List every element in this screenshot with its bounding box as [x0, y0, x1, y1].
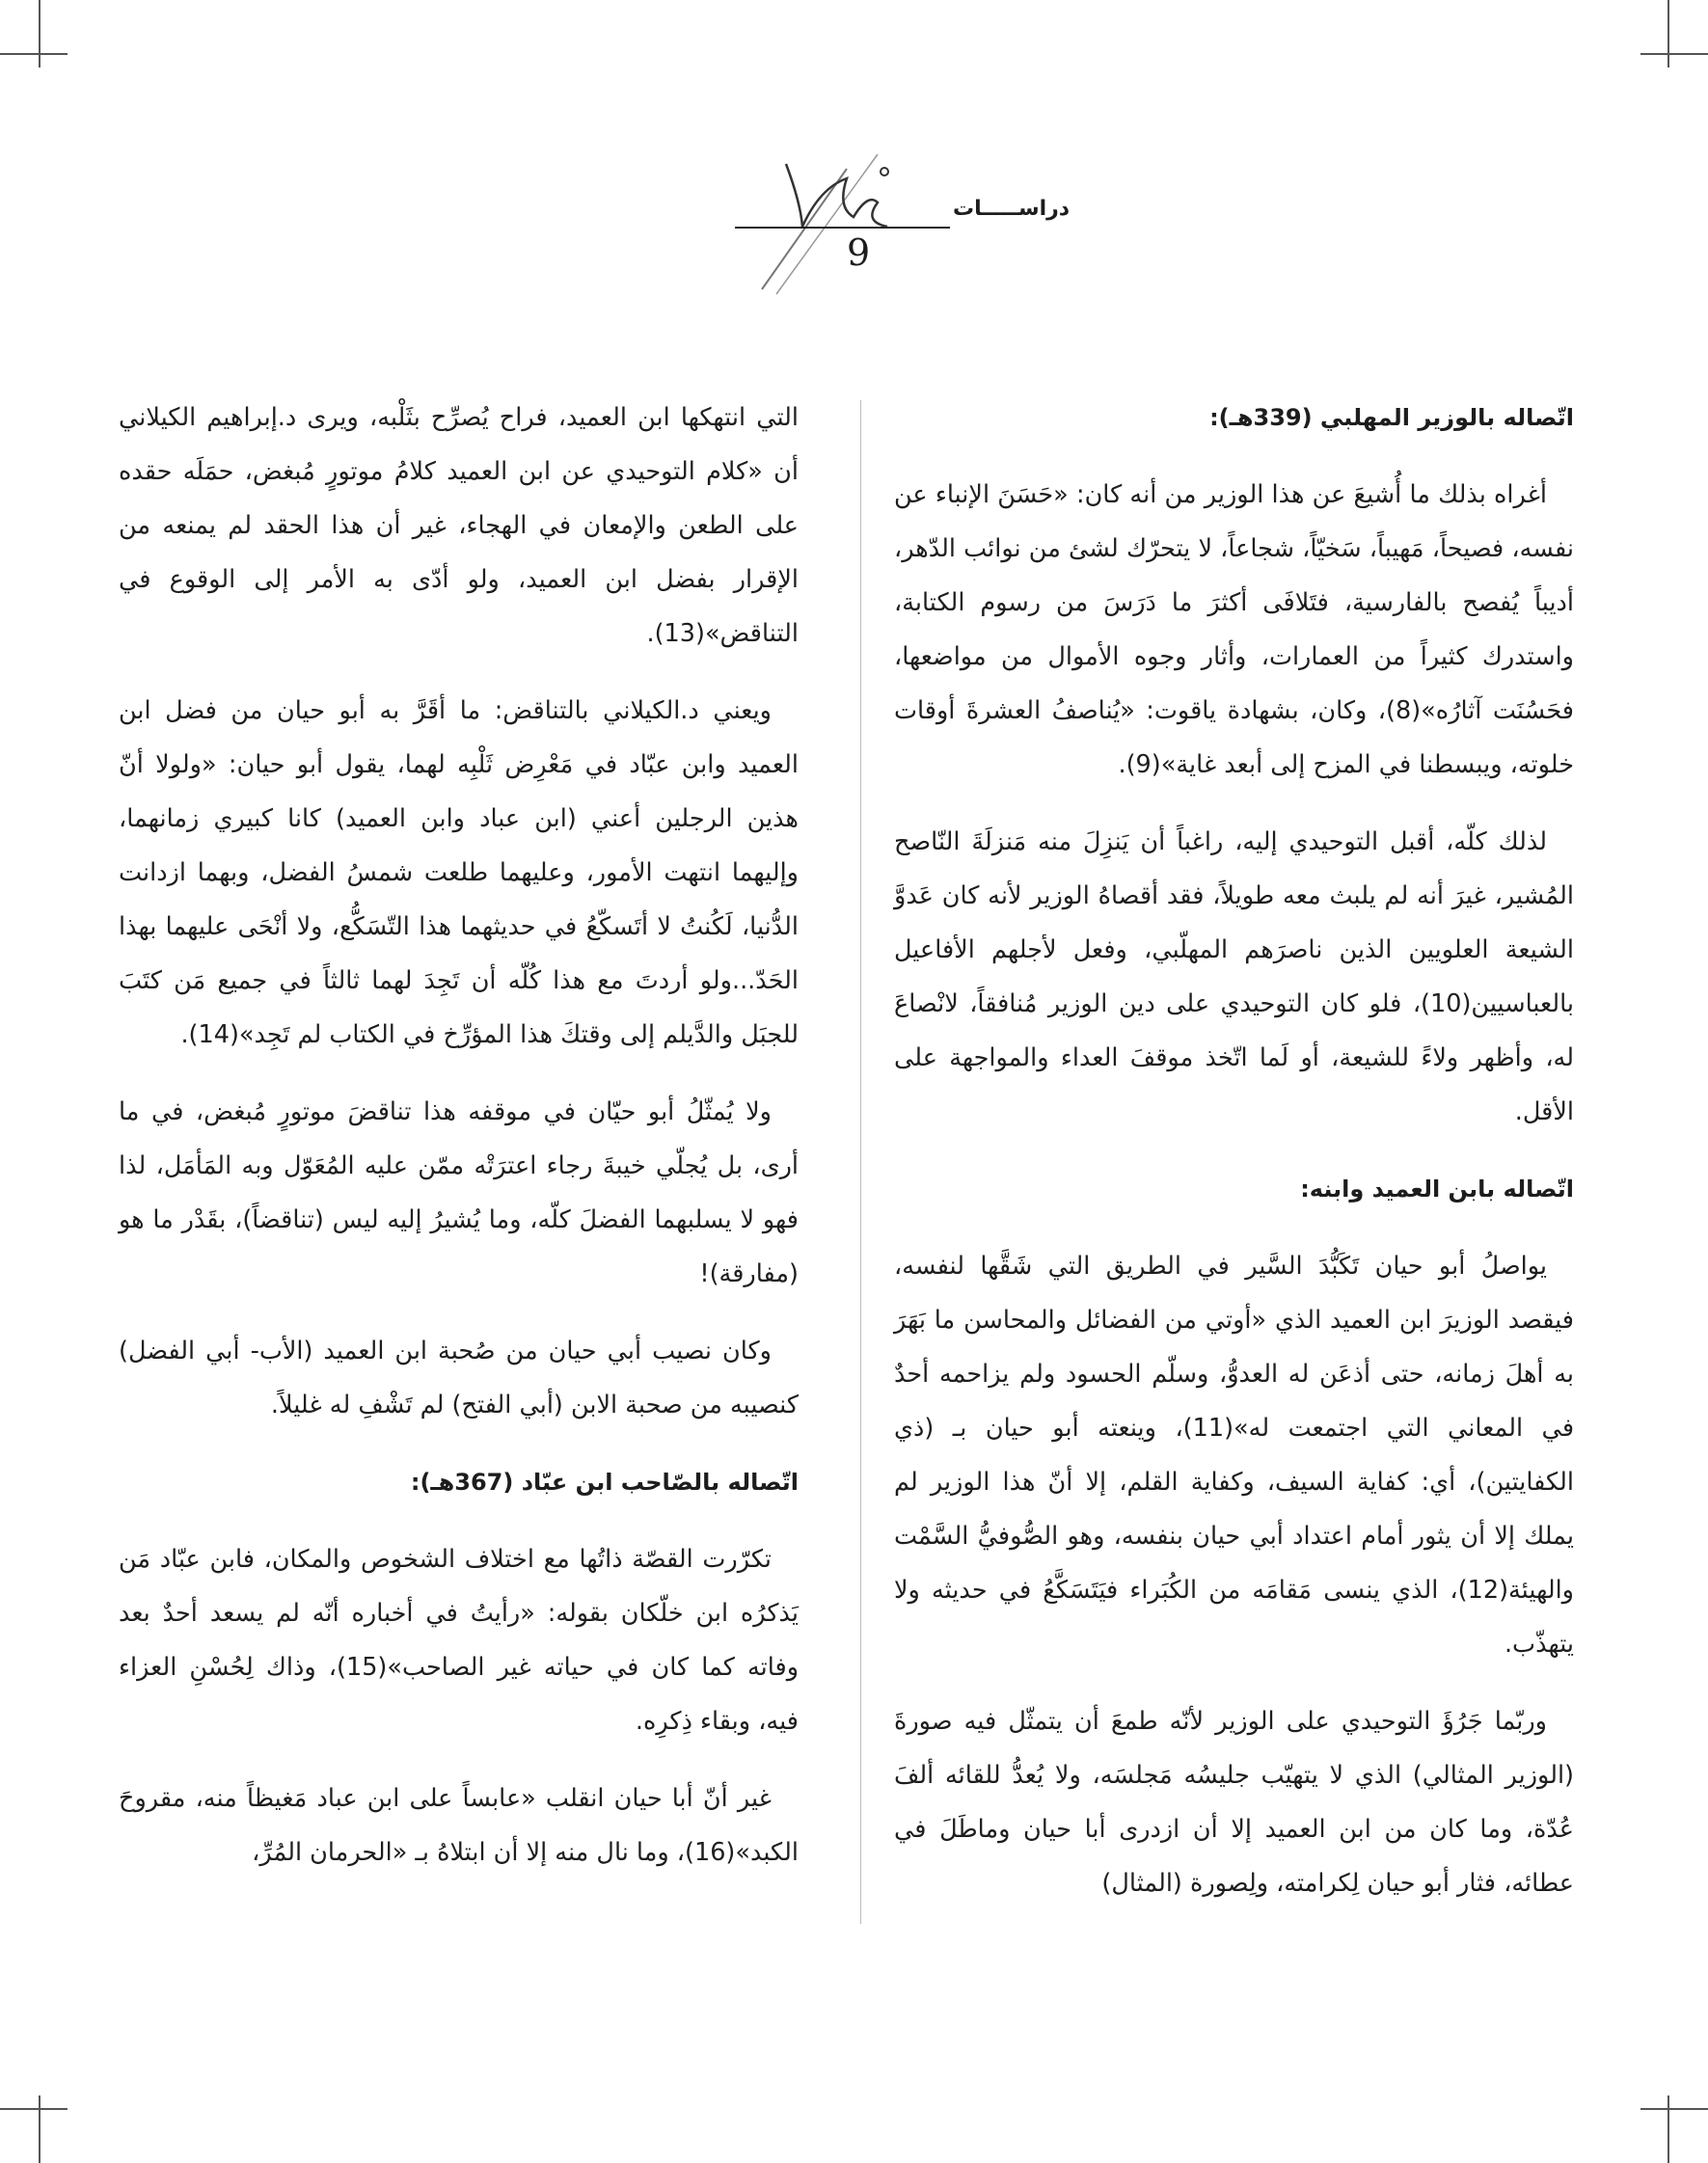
page-header — [733, 135, 1071, 309]
paragraph: ويعني د.الكيلاني بالتناقض: ما أقَرَّ به أبو حيان من فضل ابن العميد وابن عبّاد في مَعْرِض ثَلْبِه لهما، يقول أبو حيان: «ولولا أنّ هذين الرجلين أعني (ابن عباد وابن العميد) كانا كبيري زمانهما، وإليهما انتهت الأمور، وعليهما طلعت شمسُ الفضل، وبهما ازدانت الدُّنيا، لَكُنتُ لا أتَسكّعُ في حديثهما هذا التّسَكُّع، ولا أنْحَى عليهما بهذا الحَدّ...ولو أردتَ مع هذا كُلّه أن تَجِدَ لهما ثالثاً في جميع مَن كتَبَ للجبَل والدَّيلم إلى وقتكَ هذا المؤرِّخ في الكتاب لم تَجِد»(14). — [119, 696, 799, 1049]
section-heading: اتّصاله بابن العميد وابنه: — [1300, 1176, 1574, 1203]
paragraph: ولا يُمثّلُ أبو حيّان في موقفه هذا تناقضَ موتورٍ مُبغض، في ما أرى، بل يُجلّي خيبةَ رجاء اعترَتْه ممّن عليه المُعَوّل وبه المَأمَل، لذا فهو لا يسلبهما الفضلَ كلّه، وما يُشيرُ إليه ليس (تناقضاً)، بقَدْر ما هو (مفارقة)! — [119, 1097, 799, 1288]
page-number: 9 — [847, 231, 871, 274]
crop-mark-top-right-h — [1640, 53, 1708, 55]
magazine-logo-icon — [733, 135, 964, 309]
left-column — [119, 391, 799, 1903]
paragraph: غير أنّ أبا حيان انقلب «عابساً على ابن عباد مَغيظاً منه، مقروحَ الكبد»(16)، وما نال منه إلا أن ابتلاهُ بـ «الحرمان المُرِّ، — [119, 1784, 799, 1867]
paragraph: وكان نصيب أبي حيان من صُحبة ابن العميد (الأب- أبي الفضل) كنصيبه من صحبة الابن (أبي الفتح) لم تَشْفِ له غليلاً. — [119, 1337, 799, 1419]
crop-mark-bottom-left-h — [0, 2108, 68, 2110]
right-column — [894, 391, 1574, 1933]
crop-mark-top-left-h — [0, 53, 68, 55]
crop-mark-top-right — [1667, 0, 1669, 68]
paragraph: تكرّرت القصّة ذاتُها مع اختلاف الشخوص والمكان، فابن عبّاد مَن يَذكرُه ابن خلّكان بقوله: «رأيتُ في أخباره أنّه لم يسعد أحدٌ بعد وفاته كما كان في حياته غير الصاحب»(15)، وذاك لِحُسْنِ العزاء فيه، وبقاء ذِكرِه. — [119, 1545, 800, 1736]
section-label: دراســـــات — [953, 197, 1071, 221]
crop-mark-bottom-left — [39, 2095, 41, 2163]
crop-mark-top-left — [39, 0, 41, 68]
section-heading: اتّصاله بالصّاحب ابن عبّاد (367هـ): — [410, 1469, 799, 1496]
paragraph: يواصلُ أبو حيان تَكَبُّدَ السَّير في الطريق التي شَقَّها لنفسه، فيقصد الوزيرَ ابن العميد الذي «أوتي من الفضائل والمحاسن ما بَهَرَ به أهلَ زمانه، حتى أذعَن له العدوُّ، وسلّم الحسود ولم يزاحمه أحدٌ في المعاني التي اجتمعت له»(11)، وينعته أبو حيان بـ (ذي الكفايتين)، أي: كفاية السيف، وكفاية القلم، إلا أنّ هذا الوزير لم يملك إلا أن يثور أمام اعتداد أبي حيان بنفسه، وهو الصُّوفيُّ السَّمْت والهيئة(12)، الذي ينسى مَقامَه من الكُبَراء فيَتَسَكَّعُ في حديثه ولا يتهذّب. — [894, 1252, 1575, 1659]
crop-mark-bottom-right — [1667, 2095, 1669, 2163]
paragraph: لذلك كلّه، أقبل التوحيدي إليه، راغباً أن يَنزِلَ منه مَنزلَةَ النّاصح المُشير، غيرَ أنه لم يلبث معه طويلاً، فقد أقصاهُ الوزير لأنه كان عَدوَّ الشيعة العلويين الذين ناصرَهم المهلّبي، وفعل لأجلهم الأفاعيل بالعباسيين(10)، فلو كان التوحيدي على دين الوزير مُنافقاً، لانْصاعَ له، وأظهر ولاءً للشيعة، أو لَما اتّخذ موقفَ العداء والمواجهة على الأقل. — [894, 827, 1574, 1126]
column-divider — [860, 400, 861, 1924]
section-heading: اتّصاله بالوزير المهلبي (339هـ): — [1209, 404, 1574, 431]
paragraph: أغراه بذلك ما أُشيعَ عن هذا الوزير من أنه كان: «حَسَنَ الإنباء عن نفسه، فصيحاً، مَهيباً، سَخيّاً، شجاعاً، لا يتحرّك لشئ من نوائب الدّهر، أديباً يُفصح بالفارسية، فتَلافَى أكثرَ ما دَرَسَ من رسوم الكتابة، واستدرك كثيراً من العمارات، وأثار وجوه الأموال من مواضعها، فحَسُنَت آثارُه»(8)، وكان، بشهادة ياقوت: «يُناصفُ العشرةَ أوقات خلوته، ويبسطنا في المزح إلى أبعد غاية»(9). — [894, 480, 1574, 779]
paragraph: وربّما جَرُؤَ التوحيدي على الوزير لأنّه طمعَ أن يتمثّل فيه صورةَ (الوزير المثالي) الذي لا يتهيّب جليسُه مَجلسَه، ولا يُعدُّ للقائه ألفَ عُدّة، وما كان من ابن العميد إلا أن ازدرى أبا حيان وماطَلَ في عطائه، فثار أبو حيان لِكرامته، ولِصورة (المثال) — [894, 1707, 1574, 1898]
crop-mark-bottom-right-h — [1640, 2108, 1708, 2110]
paragraph: التي انتهكها ابن العميد، فراح يُصرِّح بثَلْبه، ويرى د.إبراهيم الكيلاني أن «كلام التوحيدي عن ابن العميد كلامُ موتورٍ مُبغض، حمَلَه حقده على الطعن والإمعان في الهجاء، غير أن هذا الحقد لم يمنعه من الإقرار بفضل ابن العميد، ولو أدّى به الأمر إلى الوقوع في التناقض»(13). — [119, 403, 799, 648]
